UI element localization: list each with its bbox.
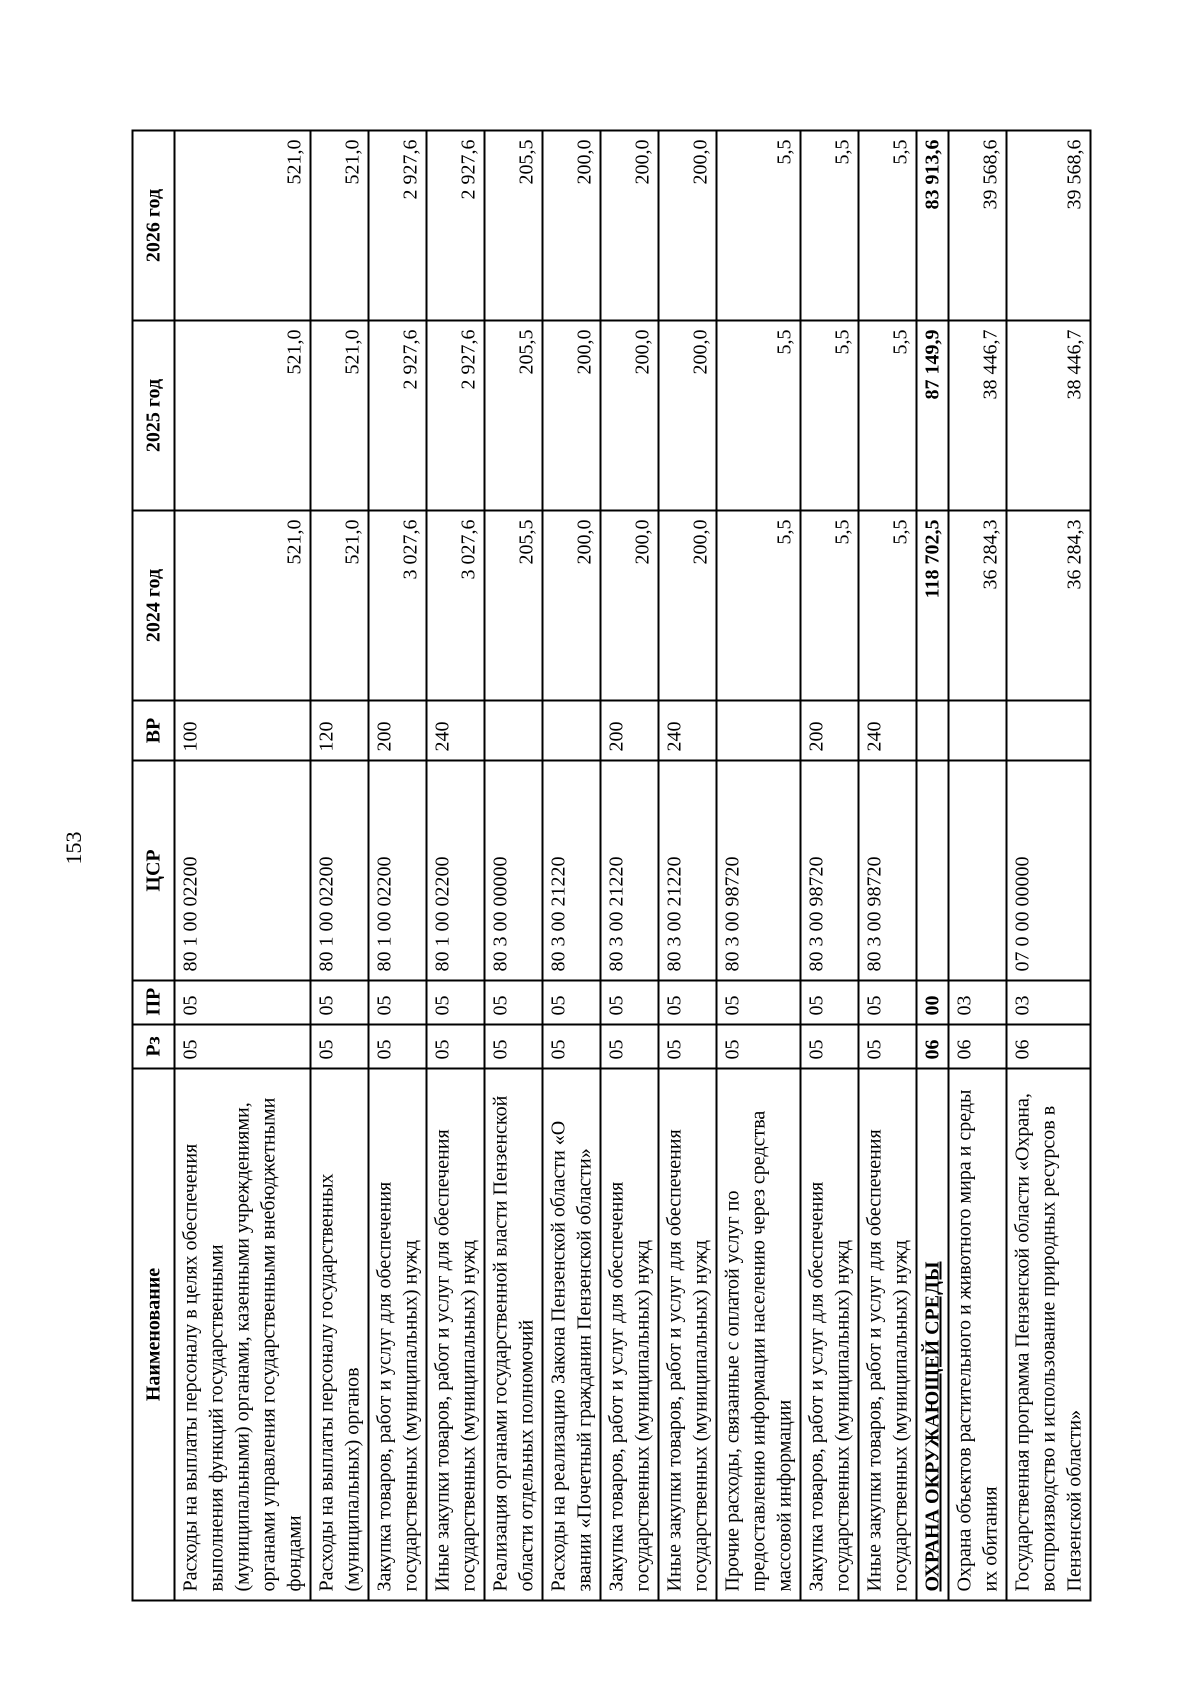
cell-csr: 80 1 00 02200 — [175, 760, 311, 980]
cell-pr: 05 — [659, 980, 717, 1024]
cell-2024: 5,5 — [717, 510, 801, 700]
cell-2026: 39 568,6 — [949, 130, 1007, 320]
cell-name: Закупка товаров, работ и услуг для обеспечения государственных (муниципальных) нужд — [601, 1068, 659, 1600]
cell-rz: 05 — [717, 1024, 801, 1068]
page-number: 153 — [61, 831, 86, 865]
cell-2026: 2 927,6 — [369, 130, 427, 320]
cell-2024: 521,0 — [175, 510, 311, 700]
cell-2024: 118 702,5 — [917, 510, 949, 700]
cell-name: Охрана объектов растительного и животного мира и среды их обитания — [949, 1068, 1007, 1600]
cell-rz: 05 — [369, 1024, 427, 1068]
table-row — [311, 130, 369, 1600]
cell-name: Реализация органами государственной власти Пензенской области отдельных полномочий — [485, 1068, 543, 1600]
cell-2025: 200,0 — [543, 320, 601, 510]
header-2026: 2026 год — [133, 130, 175, 320]
table-body — [175, 130, 1091, 1600]
cell-2024: 3 027,6 — [369, 510, 427, 700]
cell-pr: 03 — [949, 980, 1007, 1024]
cell-2025: 38 446,7 — [1007, 320, 1091, 510]
cell-name: Прочие расходы, связанные с оплатой услуг по предоставлению информации населению через средства массовой информации — [717, 1068, 801, 1600]
header-rz: Рз — [133, 1024, 175, 1068]
rotated-table-container — [132, 131, 1086, 1601]
cell-rz: 05 — [485, 1024, 543, 1068]
cell-pr: 05 — [801, 980, 859, 1024]
header-2025: 2025 год — [133, 320, 175, 510]
cell-vr — [949, 700, 1007, 760]
cell-vr: 200 — [601, 700, 659, 760]
cell-name: Закупка товаров, работ и услуг для обеспечения государственных (муниципальных) нужд — [369, 1068, 427, 1600]
cell-rz: 05 — [427, 1024, 485, 1068]
cell-csr: 80 3 00 98720 — [717, 760, 801, 980]
cell-2024: 205,5 — [485, 510, 543, 700]
cell-2024: 521,0 — [311, 510, 369, 700]
cell-2025: 5,5 — [801, 320, 859, 510]
cell-pr: 05 — [543, 980, 601, 1024]
cell-vr — [717, 700, 801, 760]
table-row — [717, 130, 801, 1600]
cell-csr: 80 1 00 02200 — [427, 760, 485, 980]
cell-2025: 200,0 — [601, 320, 659, 510]
cell-2025: 200,0 — [659, 320, 717, 510]
cell-name: Закупка товаров, работ и услуг для обеспечения государственных (муниципальных) нужд — [801, 1068, 859, 1600]
cell-2026: 5,5 — [717, 130, 801, 320]
table-row — [427, 130, 485, 1600]
cell-name: Иные закупки товаров, работ и услуг для обеспечения государственных (муниципальных) нужд — [659, 1068, 717, 1600]
cell-2025: 38 446,7 — [949, 320, 1007, 510]
cell-rz: 06 — [1007, 1024, 1091, 1068]
header-name: Наименование — [133, 1068, 175, 1600]
cell-csr: 80 1 00 02200 — [311, 760, 369, 980]
cell-name: Государственная программа Пензенской области «Охрана, воспроизводство и использование природных ресурсов в Пензенской области» — [1007, 1068, 1091, 1600]
cell-vr: 200 — [369, 700, 427, 760]
cell-csr: 07 0 00 00000 — [1007, 760, 1091, 980]
cell-2026: 83 913,6 — [917, 130, 949, 320]
cell-pr: 05 — [427, 980, 485, 1024]
cell-csr — [917, 760, 949, 980]
cell-rz: 05 — [859, 1024, 917, 1068]
cell-pr: 05 — [311, 980, 369, 1024]
cell-rz: 05 — [659, 1024, 717, 1068]
cell-vr: 240 — [859, 700, 917, 760]
cell-vr — [543, 700, 601, 760]
cell-2024: 5,5 — [801, 510, 859, 700]
table-row — [801, 130, 859, 1600]
cell-vr — [485, 700, 543, 760]
cell-pr: 00 — [917, 980, 949, 1024]
section-row — [917, 130, 949, 1600]
cell-2026: 5,5 — [859, 130, 917, 320]
cell-rz: 05 — [311, 1024, 369, 1068]
cell-csr: 80 3 00 00000 — [485, 760, 543, 980]
cell-2026: 2 927,6 — [427, 130, 485, 320]
cell-name: Расходы на выплаты персоналу государственных (муниципальных) органов — [311, 1068, 369, 1600]
cell-name: Иные закупки товаров, работ и услуг для обеспечения государственных (муниципальных) нужд — [427, 1068, 485, 1600]
cell-name: Иные закупки товаров, работ и услуг для обеспечения государственных (муниципальных) нужд — [859, 1068, 917, 1600]
header-pr: ПР — [133, 980, 175, 1024]
cell-vr: 100 — [175, 700, 311, 760]
cell-2026: 521,0 — [175, 130, 311, 320]
cell-pr: 05 — [601, 980, 659, 1024]
cell-csr — [949, 760, 1007, 980]
cell-name: ОХРАНА ОКРУЖАЮЩЕЙ СРЕДЫ — [917, 1068, 949, 1600]
header-2024: 2024 год — [133, 510, 175, 700]
cell-csr: 80 3 00 98720 — [859, 760, 917, 980]
cell-2026: 200,0 — [601, 130, 659, 320]
cell-pr: 05 — [485, 980, 543, 1024]
table-row — [369, 130, 427, 1600]
cell-2024: 5,5 — [859, 510, 917, 700]
table-row — [949, 130, 1007, 1600]
table-row — [1007, 130, 1091, 1600]
cell-2025: 87 149,9 — [917, 320, 949, 510]
cell-vr: 120 — [311, 700, 369, 760]
table-row — [659, 130, 717, 1600]
cell-2025: 5,5 — [717, 320, 801, 510]
cell-2026: 5,5 — [801, 130, 859, 320]
cell-2025: 521,0 — [311, 320, 369, 510]
cell-2026: 39 568,6 — [1007, 130, 1091, 320]
table-row — [485, 130, 543, 1600]
table-header-row — [133, 130, 175, 1600]
cell-rz: 06 — [917, 1024, 949, 1068]
cell-pr: 05 — [369, 980, 427, 1024]
cell-pr: 05 — [717, 980, 801, 1024]
cell-vr — [917, 700, 949, 760]
cell-2024: 200,0 — [601, 510, 659, 700]
cell-rz: 05 — [543, 1024, 601, 1068]
cell-rz: 05 — [175, 1024, 311, 1068]
budget-table — [132, 129, 1092, 1601]
cell-2025: 2 927,6 — [427, 320, 485, 510]
cell-2024: 200,0 — [543, 510, 601, 700]
cell-2025: 2 927,6 — [369, 320, 427, 510]
cell-vr: 240 — [427, 700, 485, 760]
cell-name: Расходы на выплаты персоналу в целях обеспечения выполнения функций государственными (муниципальными) органами, казенными учреждениями, органами управления государственными внебюджетными фондами — [175, 1068, 311, 1600]
table-row — [543, 130, 601, 1600]
cell-pr: 03 — [1007, 980, 1091, 1024]
cell-2026: 521,0 — [311, 130, 369, 320]
cell-2024: 200,0 — [659, 510, 717, 700]
cell-rz: 06 — [949, 1024, 1007, 1068]
table-row — [601, 130, 659, 1600]
cell-2026: 205,5 — [485, 130, 543, 320]
cell-csr: 80 3 00 21220 — [601, 760, 659, 980]
header-vr: ВР — [133, 700, 175, 760]
cell-2024: 3 027,6 — [427, 510, 485, 700]
cell-csr: 80 1 00 02200 — [369, 760, 427, 980]
cell-2024: 36 284,3 — [1007, 510, 1091, 700]
cell-vr — [1007, 700, 1091, 760]
cell-csr: 80 3 00 21220 — [659, 760, 717, 980]
table-row — [175, 130, 311, 1600]
header-csr: ЦСР — [133, 760, 175, 980]
cell-csr: 80 3 00 21220 — [543, 760, 601, 980]
cell-2025: 205,5 — [485, 320, 543, 510]
cell-vr: 240 — [659, 700, 717, 760]
cell-name: Расходы на реализацию Закона Пензенской области «О звании «Почетный гражданин Пензенской области» — [543, 1068, 601, 1600]
cell-rz: 05 — [801, 1024, 859, 1068]
cell-pr: 05 — [175, 980, 311, 1024]
cell-vr: 200 — [801, 700, 859, 760]
cell-rz: 05 — [601, 1024, 659, 1068]
cell-pr: 05 — [859, 980, 917, 1024]
cell-csr: 80 3 00 98720 — [801, 760, 859, 980]
cell-2025: 5,5 — [859, 320, 917, 510]
cell-2024: 36 284,3 — [949, 510, 1007, 700]
cell-2026: 200,0 — [543, 130, 601, 320]
table-row — [859, 130, 917, 1600]
cell-2025: 521,0 — [175, 320, 311, 510]
cell-2026: 200,0 — [659, 130, 717, 320]
